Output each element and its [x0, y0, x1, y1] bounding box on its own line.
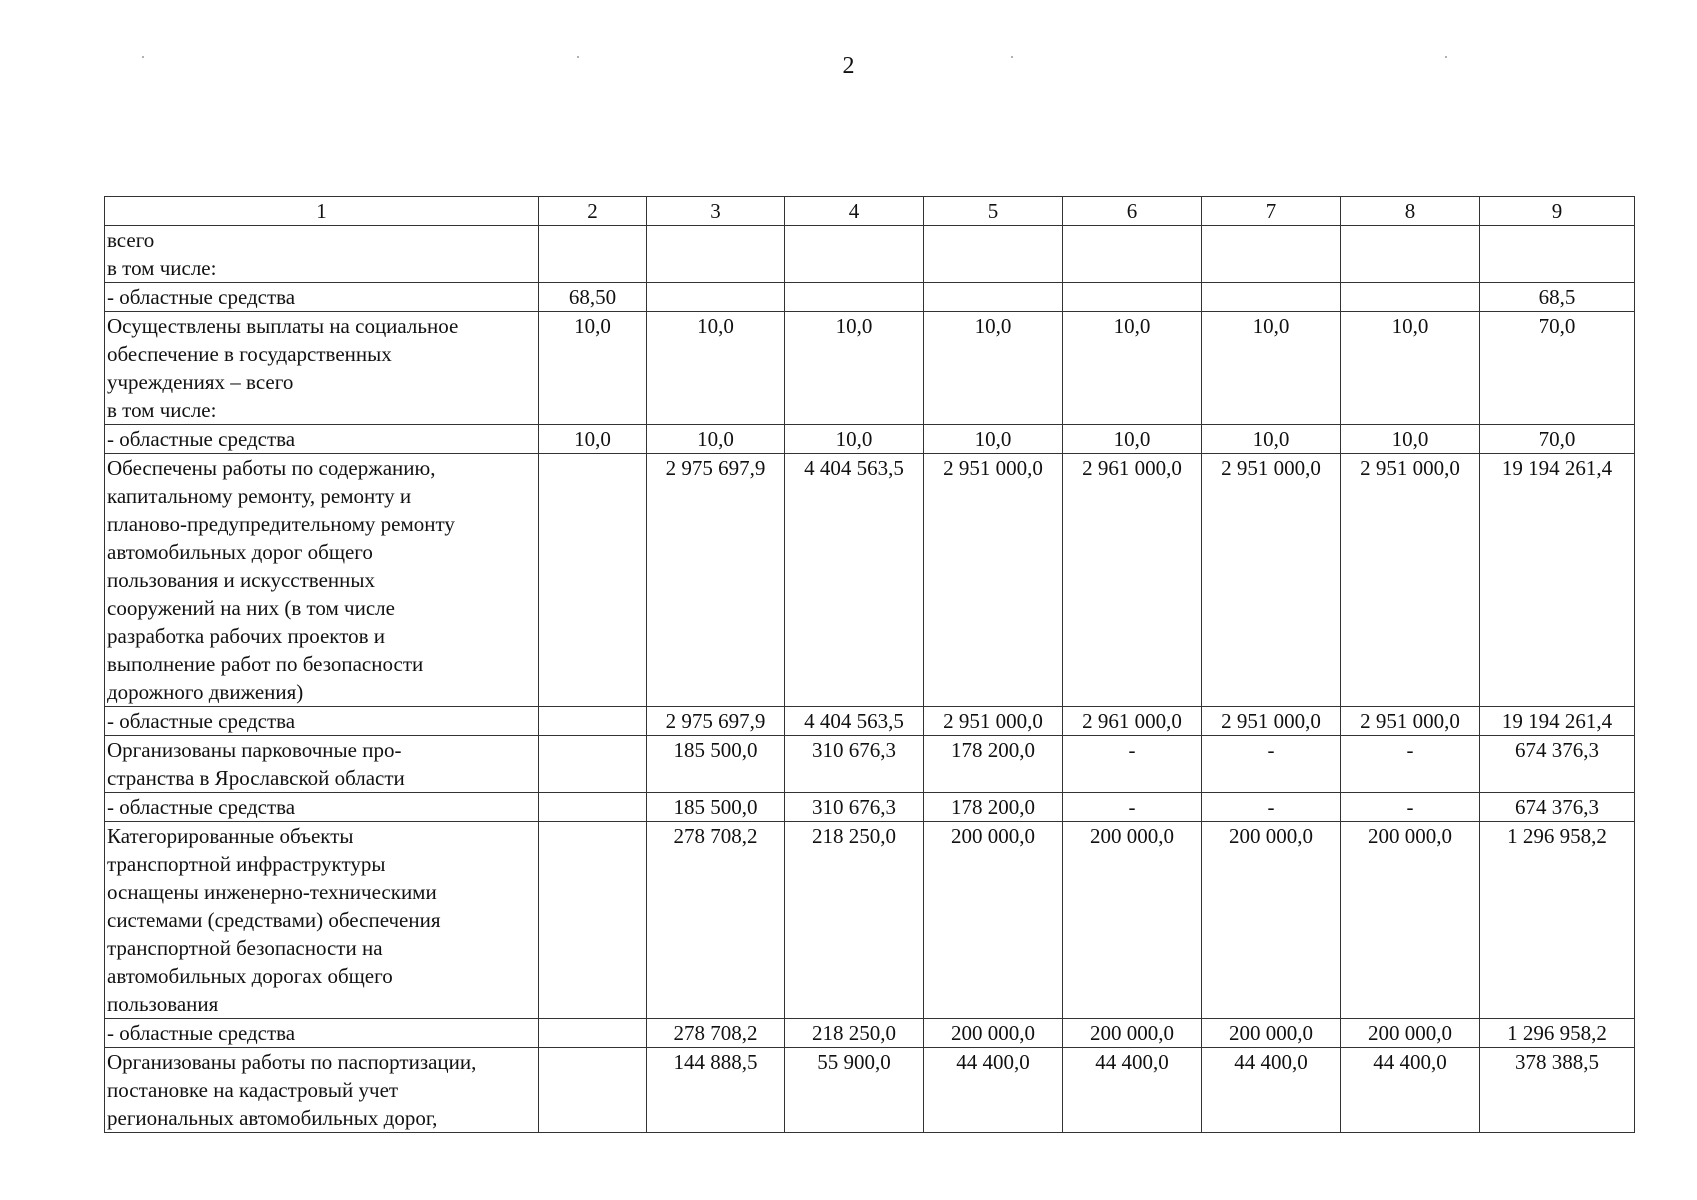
value-cell: [1202, 226, 1341, 283]
value-cell: 4 404 563,5: [785, 707, 924, 736]
table-row: [105, 425, 1635, 454]
row-description-line: Обеспечены работы по содержанию,: [107, 456, 436, 480]
value-cell: 200 000,0: [1063, 822, 1202, 1019]
value-cell: 310 676,3: [785, 793, 924, 822]
column-number: 3: [647, 197, 785, 226]
value-cell: [539, 1048, 647, 1133]
column-number: 6: [1063, 197, 1202, 226]
row-description-line: - областные средства: [107, 795, 296, 819]
row-description-line: в том числе:: [107, 256, 217, 280]
row-description-line: - областные средства: [107, 285, 296, 309]
value-cell: 70,0: [1480, 425, 1635, 454]
value-cell: 2 951 000,0: [1202, 707, 1341, 736]
value-cell: 278 708,2: [647, 1019, 785, 1048]
value-cell: 144 888,5: [647, 1048, 785, 1133]
row-description-line: Осуществлены выплаты на социальное: [107, 314, 459, 338]
value-cell: 10,0: [1202, 312, 1341, 425]
row-description-line: Организованы работы по паспортизации,: [107, 1050, 477, 1074]
row-description: [105, 454, 539, 707]
row-description-line: - областные средства: [107, 709, 296, 733]
value-cell: 278 708,2: [647, 822, 785, 1019]
value-cell: -: [1202, 736, 1341, 793]
row-description: [105, 1048, 539, 1133]
value-cell: 44 400,0: [1202, 1048, 1341, 1133]
value-cell: 10,0: [785, 425, 924, 454]
value-cell: 1 296 958,2: [1480, 1019, 1635, 1048]
value-cell: [539, 736, 647, 793]
row-description: [105, 1019, 539, 1048]
value-cell: 10,0: [924, 312, 1063, 425]
value-cell: -: [1063, 793, 1202, 822]
row-description: [105, 226, 539, 283]
value-cell: 185 500,0: [647, 793, 785, 822]
scan-speck: [577, 56, 579, 58]
value-cell: 200 000,0: [1202, 822, 1341, 1019]
value-cell: [539, 822, 647, 1019]
value-cell: 200 000,0: [924, 1019, 1063, 1048]
value-cell: 10,0: [785, 312, 924, 425]
value-cell: 55 900,0: [785, 1048, 924, 1133]
value-cell: 10,0: [1063, 425, 1202, 454]
value-cell: 218 250,0: [785, 1019, 924, 1048]
value-cell: [539, 1019, 647, 1048]
page-number: 2: [842, 53, 855, 79]
table-row: [105, 1048, 1635, 1133]
row-description-line: в том числе:: [107, 398, 217, 422]
value-cell: 178 200,0: [924, 793, 1063, 822]
value-cell: 68,50: [539, 283, 647, 312]
row-description-line: пользования и искусственных: [107, 568, 376, 592]
row-description-line: транспортной инфраструктуры: [107, 852, 386, 876]
value-cell: 218 250,0: [785, 822, 924, 1019]
column-number: 8: [1341, 197, 1480, 226]
value-cell: 200 000,0: [1063, 1019, 1202, 1048]
value-cell: [924, 283, 1063, 312]
row-description-line: транспортной безопасности на: [107, 936, 383, 960]
value-cell: [785, 283, 924, 312]
table-row: [105, 793, 1635, 822]
table-header-row: [105, 197, 1635, 226]
value-cell: 200 000,0: [924, 822, 1063, 1019]
value-cell: 2 951 000,0: [1341, 454, 1480, 707]
table-row: [105, 226, 1635, 283]
value-cell: 10,0: [1202, 425, 1341, 454]
value-cell: 200 000,0: [1341, 822, 1480, 1019]
value-cell: 10,0: [539, 312, 647, 425]
scan-speck: [142, 56, 144, 58]
scan-speck: [1445, 56, 1447, 58]
row-description-line: автомобильных дорогах общего: [107, 964, 393, 988]
value-cell: [539, 454, 647, 707]
column-number: 2: [539, 197, 647, 226]
row-description: [105, 736, 539, 793]
row-description-line: учреждениях – всего: [107, 370, 294, 394]
value-cell: [1063, 226, 1202, 283]
row-description-line: автомобильных дорог общего: [107, 540, 373, 564]
row-description-line: - областные средства: [107, 1021, 296, 1045]
table-row: [105, 707, 1635, 736]
value-cell: 44 400,0: [1063, 1048, 1202, 1133]
value-cell: 2 951 000,0: [924, 707, 1063, 736]
column-number: 1: [105, 197, 539, 226]
value-cell: [647, 226, 785, 283]
row-description-line: постановке на кадастровый учет: [107, 1078, 399, 1102]
row-description-line: оснащены инженерно-техническими: [107, 880, 437, 904]
row-description: [105, 822, 539, 1019]
table-row: [105, 1019, 1635, 1048]
value-cell: [1341, 283, 1480, 312]
value-cell: 10,0: [1341, 425, 1480, 454]
value-cell: 10,0: [1063, 312, 1202, 425]
value-cell: 674 376,3: [1480, 793, 1635, 822]
value-cell: [785, 226, 924, 283]
value-cell: 2 975 697,9: [647, 707, 785, 736]
value-cell: 1 296 958,2: [1480, 822, 1635, 1019]
value-cell: [1341, 226, 1480, 283]
row-description: [105, 312, 539, 425]
value-cell: [1480, 226, 1635, 283]
row-description-line: дорожного движения): [107, 680, 304, 704]
row-description: [105, 283, 539, 312]
row-description-line: сооружений на них (в том числе: [107, 596, 395, 620]
value-cell: -: [1202, 793, 1341, 822]
value-cell: 185 500,0: [647, 736, 785, 793]
value-cell: -: [1063, 736, 1202, 793]
value-cell: 10,0: [647, 312, 785, 425]
table-row: [105, 736, 1635, 793]
value-cell: 2 951 000,0: [1202, 454, 1341, 707]
row-description: [105, 425, 539, 454]
row-description-line: странства в Ярославской области: [107, 766, 405, 790]
row-description-line: - областные средства: [107, 427, 296, 451]
value-cell: 44 400,0: [924, 1048, 1063, 1133]
row-description-line: пользования: [107, 992, 219, 1016]
row-description-line: обеспечение в государственных: [107, 342, 392, 366]
value-cell: 2 951 000,0: [924, 454, 1063, 707]
value-cell: [539, 793, 647, 822]
row-description-line: капитальному ремонту, ремонту и: [107, 484, 412, 508]
value-cell: [539, 707, 647, 736]
column-number: 5: [924, 197, 1063, 226]
value-cell: 2 961 000,0: [1063, 454, 1202, 707]
value-cell: 70,0: [1480, 312, 1635, 425]
column-number: 9: [1480, 197, 1635, 226]
value-cell: 2 951 000,0: [1341, 707, 1480, 736]
row-description-line: разработка рабочих проектов и: [107, 624, 386, 648]
row-description-line: системами (средствами) обеспечения: [107, 908, 441, 932]
value-cell: [924, 226, 1063, 283]
table-row: [105, 312, 1635, 425]
value-cell: 310 676,3: [785, 736, 924, 793]
value-cell: 2 961 000,0: [1063, 707, 1202, 736]
value-cell: 10,0: [924, 425, 1063, 454]
value-cell: 200 000,0: [1202, 1019, 1341, 1048]
table-row: [105, 822, 1635, 1019]
value-cell: 200 000,0: [1341, 1019, 1480, 1048]
value-cell: [539, 226, 647, 283]
value-cell: 4 404 563,5: [785, 454, 924, 707]
scan-speck: [1011, 56, 1013, 58]
value-cell: [1063, 283, 1202, 312]
row-description-line: всего: [107, 228, 155, 252]
row-description-line: планово-предупредительному ремонту: [107, 512, 455, 536]
row-description-line: выполнение работ по безопасности: [107, 652, 424, 676]
table-row: [105, 283, 1635, 312]
value-cell: 674 376,3: [1480, 736, 1635, 793]
row-description-line: Категорированные объекты: [107, 824, 354, 848]
row-description-line: Организованы парковочные про-: [107, 738, 402, 762]
value-cell: 2 975 697,9: [647, 454, 785, 707]
value-cell: 178 200,0: [924, 736, 1063, 793]
value-cell: -: [1341, 793, 1480, 822]
funding-table: [104, 196, 1635, 1133]
value-cell: 10,0: [539, 425, 647, 454]
value-cell: 44 400,0: [1341, 1048, 1480, 1133]
value-cell: 378 388,5: [1480, 1048, 1635, 1133]
row-description: [105, 707, 539, 736]
column-number: 7: [1202, 197, 1341, 226]
value-cell: 68,5: [1480, 283, 1635, 312]
row-description: [105, 793, 539, 822]
table-row: [105, 454, 1635, 707]
value-cell: [647, 283, 785, 312]
value-cell: -: [1341, 736, 1480, 793]
value-cell: 10,0: [1341, 312, 1480, 425]
row-description-line: региональных автомобильных дорог,: [107, 1106, 438, 1130]
value-cell: 19 194 261,4: [1480, 454, 1635, 707]
value-cell: [1202, 283, 1341, 312]
column-number: 4: [785, 197, 924, 226]
value-cell: 10,0: [647, 425, 785, 454]
value-cell: 19 194 261,4: [1480, 707, 1635, 736]
